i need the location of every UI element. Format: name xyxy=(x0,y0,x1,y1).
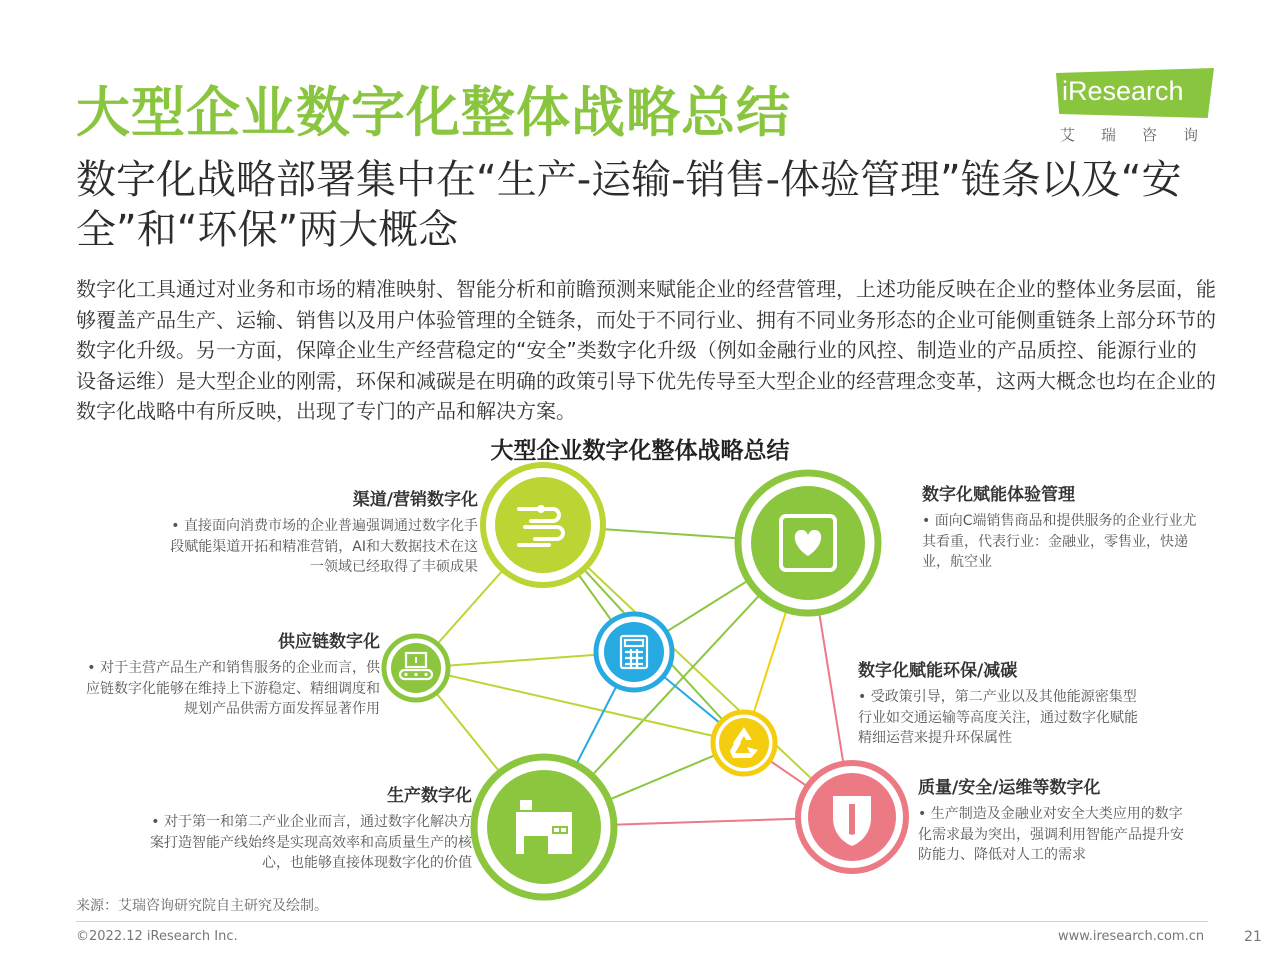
source-note: 来源：艾瑞咨询研究院自主研究及绘制。 xyxy=(76,898,328,914)
block-body-text: 对于主营产品生产和销售服务的企业而言，供应链数字化能够在维持上下游稳定、精细调度和规划产品供需方面发挥显著作用 xyxy=(86,660,380,717)
block-title: 供应链数字化 xyxy=(278,632,380,652)
block-supply-chain xyxy=(84,627,380,720)
block-environment xyxy=(858,656,1138,749)
diagram-title: 大型企业数字化整体战略总结 xyxy=(490,438,790,464)
block-title: 渠道/营销数字化 xyxy=(352,490,478,510)
page-subtitle: 数字化战略部署集中在“生产-运输-销售-体验管理”链条以及“安全”和“环保”两大概念 xyxy=(76,157,1182,253)
block-body: • 生产制造及金融业对安全大类应用的数字化需求最为突出，强调利用智能产品提升安防能力、降低对人工的需求 xyxy=(918,806,1184,863)
node-supply-chain xyxy=(384,636,448,700)
node-quality-safety xyxy=(798,763,906,871)
block-body-text: 面向C端销售商品和提供服务的企业行业尤其看重，代表行业：金融业，零售业，快递业，航空业 xyxy=(922,513,1197,570)
block-body: • 对于第一和第二产业企业而言，通过数字化解决方案打造智能产线始终是实现高效率和高质量生产的核心，也能够直接体现数字化的价值 xyxy=(150,814,472,871)
block-body-text: 对于第一和第二产业企业而言，通过数字化解决方案打造智能产线始终是实现高效率和高质量生产的核心，也能够直接体现数字化的价值 xyxy=(150,814,472,871)
node-calculator xyxy=(596,614,672,690)
block-channel-marketing xyxy=(160,485,478,578)
block-body: • 面向C端销售商品和提供服务的企业行业尤其看重，代表行业：金融业，零售业，快递业，航空业 xyxy=(922,513,1197,570)
footer-copyright: ©2022.12 iResearch Inc. xyxy=(76,929,238,944)
block-quality-safety xyxy=(918,773,1196,866)
node-environment xyxy=(713,712,775,774)
connector-line xyxy=(416,668,744,743)
block-experience-management xyxy=(922,480,1197,573)
block-title: 生产数字化 xyxy=(387,786,472,806)
node-experience-management xyxy=(738,473,878,613)
block-body: • 直接面向消费市场的企业普遍强调通过数字化手段赋能渠道开拓和精准营销，AI和大数据技术在这一领域已经取得了丰硕成果 xyxy=(170,518,478,575)
block-title: 数字化赋能体验管理 xyxy=(922,485,1075,505)
intro-paragraph: 数字化工具通过对业务和市场的精准映射、智能分析和前瞻预测来赋能企业的经营管理，上述功能反映在企业的整体业务层面，能够覆盖产品生产、运输、销售以及用户体验管理的全链条，而处于不同行业、拥有不同业务形态的企业可能侧重链条上部分环节的数字化升级。另一方面，保障企业生产经营稳定的“安全”类数字化升级（例如金融行业的风控、制造业的产品质控、能源行业的设备运维）是大型企业的刚需，环保和减碳是在明确的政策引导下优先传导至大型企业的经营理念变革，这两大概念也均在企业的数字化战略中有所反映，出现了专门的产品和解决方案。 xyxy=(76,277,1216,423)
block-title: 数字化赋能环保/减碳 xyxy=(858,661,1018,681)
block-title: 质量/安全/运维等数字化 xyxy=(918,778,1101,798)
block-body-text: 生产制造及金融业对安全大类应用的数字化需求最为突出，强调利用智能产品提升安防能力、降低对人工的需求 xyxy=(918,806,1184,863)
block-body-text: 直接面向消费市场的企业普遍强调通过数字化手段赋能渠道开拓和精准营销，AI和大数据技术在这一领域已经取得了丰硕成果 xyxy=(170,518,478,575)
node-production xyxy=(474,757,614,897)
block-body: • 对于主营产品生产和销售服务的企业而言，供应链数字化能够在维持上下游稳定、精细调度和规划产品供需方面发挥显著作用 xyxy=(86,660,380,717)
logo-brand-text: iResearch xyxy=(1062,76,1184,106)
page-title: 大型企业数字化整体战略总结 xyxy=(76,81,791,144)
block-body: • 受政策引导，第二产业以及其他能源密集型行业如交通运输等高度关注，通过数字化赋能精细运营来提升环保属性 xyxy=(858,689,1138,746)
block-body-text: 受政策引导，第二产业以及其他能源密集型行业如交通运输等高度关注，通过数字化赋能精细运营来提升环保属性 xyxy=(858,689,1138,746)
block-production xyxy=(140,781,472,874)
logo-sub-text: 艾瑞咨询 xyxy=(1060,126,1225,144)
node-channel-marketing xyxy=(483,465,603,585)
footer-website[interactable]: www.iresearch.com.cn xyxy=(1058,929,1205,944)
page-number: 21 xyxy=(1244,929,1262,945)
footer-divider xyxy=(76,921,1208,922)
node-disc xyxy=(719,718,769,768)
